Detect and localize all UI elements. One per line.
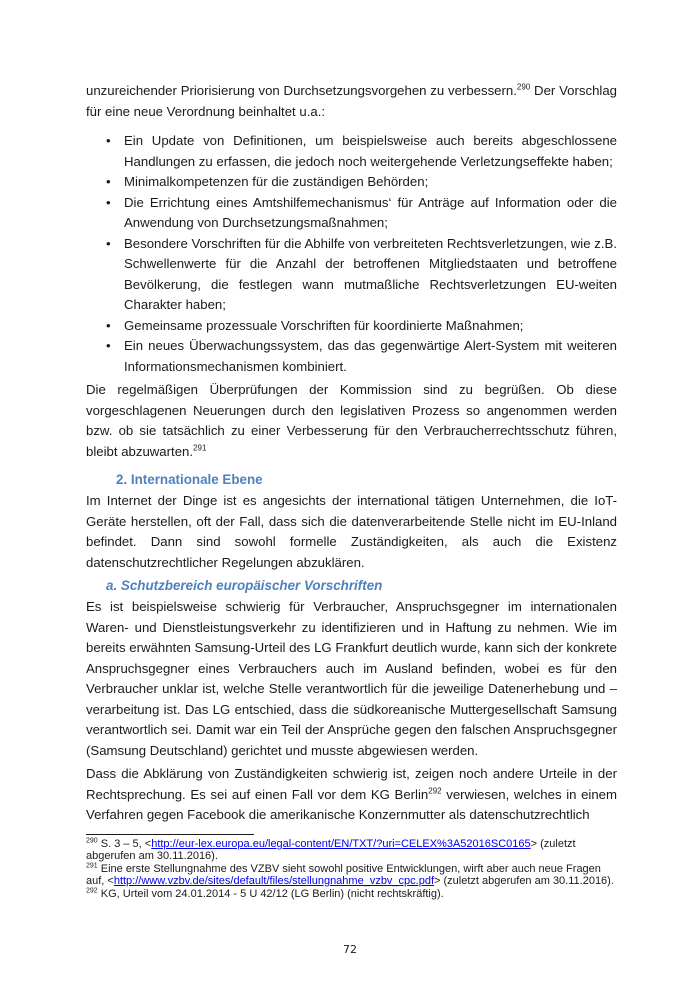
subsection-heading-scope: a. Schutzbereich europäischer Vorschriften [106,578,383,593]
intro-paragraph [86,81,617,122]
proposal-bullet-list [86,131,617,377]
footnote-ref-292[interactable]: 292 [428,786,442,796]
bullet-icon: • [106,194,111,210]
page-number: 72 [343,943,357,956]
footnote-292: $^{292}$ KG, Urteil vom 24.01.2014 - 5 U 42/12 (LG Berlin) (nicht rechtskräftig). [86,887,444,900]
vzbv-statement-link[interactable]: http://www.vzbv.de/sites/default/files/stellungnahme_vzbv_cpc.pdf [113,875,435,887]
bullet-icon: • [106,235,111,251]
list-item: • Minimalkompetenzen für die zuständigen Behörden; [86,172,617,193]
footnote-291: $^{291}$ Eine erste Stellungnahme des VZBV sieht sowohl positive Entwicklungen, wirft aber auch neue Fragen auf, <http://www.vzbv.de/sites/default/files/stellungnahme_vzbv_cpc.pdf> (zuletzt abgerufen am 30.11.2016). [86,862,614,887]
section-heading-international: 2. Internationale Ebene [116,472,263,487]
list-item: • Die Errichtung eines Amtshilfemechanismus‘ für Anträge auf Information oder die Anwendung von Durchsetzungsmaßnahmen; [106,194,617,230]
bullet-icon: • [106,174,111,189]
intro-text: unzureichender Priorisierung von Durchsetzungsvorgehen zu verbessern. [86,83,517,98]
footnotes [86,838,617,901]
list-item: • Ein neues Überwachungssystem, das das gegenwärtige Alert-System mit weiteren Informationsmechanismen kombiniert. [106,338,617,374]
bullet-icon: • [106,338,111,353]
intro-text-end: Der Vorschlag für eine neue Verordnung beinhaltet u.a.: [86,83,617,119]
list-item: • Ein Update von Definitionen, um beispielsweise auch bereits abgeschlossene Handlungen zu erfassen, die jedoch noch weitergehende Verletzungseffekte haben; [106,133,617,169]
footnote-separator [86,834,254,835]
review-paragraph: Die regelmäßigen Überprüfungen der Kommission sind zu begrüßen. Ob diese vorgeschlagenen Neuerungen durch den legislativen Prozess so angenommen werden bzw. ob sie tatsächlich zu einer Verbesserung für den Verbraucherrechtsschutz führen, bleibt abzuwarten.$^{291}$ [86,382,617,459]
footnote-290: $^{290}$ S. 3 – 5, <http://eur-lex.europa.eu/legal-content/EN/TXT/?uri=CELEX%3A52016SC0165> (zuletzt abgerufen am 30.11.2016). [86,837,576,862]
international-paragraph: Im Internet der Dinge ist es angesichts der international tätigen Unternehmen, die IoT-Geräte herstellen, oft der Fall, dass sich die datenverarbeitende Stelle nicht im EU-Inland befindet. Dann sind sowohl formelle Zuständigkeiten, als auch die Existenz datenschutzrechtlicher Regelungen abzuklären. [86,493,617,570]
list-item: • Besondere Vorschriften für die Abhilfe von verbreiteten Rechtsverletzungen, wie z.B. Schwellenwerte für die Anzahl der betroffenen Mitgliedstaaten und betroffene Bevölkerung, die festlegen wann mutmaßliche Rechtsverletzungen EU-weiten Charakter haben; [106,235,617,312]
bullet-icon: • [106,317,111,333]
eur-lex-link[interactable]: http://eur-lex.europa.eu/legal-content/EN/TXT/?uri=CELEX%3A52016SC0165 [151,838,531,850]
jurisdiction-paragraph: Dass die Abklärung von Zuständigkeiten schwierig ist, zeigen noch andere Urteile in der Rechtsprechung. Es sei auf einen Fall vor dem KG Berlin$^{292}$ verwiesen, welches in einem Verfahren gegen Facebook die amerikanische Konzernmutter als datenschutzrechtlich [86,766,618,822]
footnote-ref-291[interactable]: 291 [193,443,207,453]
footnote-ref-290[interactable]: 290 [516,82,531,92]
scope-paragraph: Es ist beispielsweise schwierig für Verbraucher, Anspruchsgegner im internationalen Waren- und Dienstleistungsverkehr zu identifizieren und in Haftung zu nehmen. Wie im bereits erwähnten Samsung-Urteil des LG Frankfurt deutlich wurde, kann sich der konkrete Anspruchsgegner eines Verbrauchers auch im Ausland befinden, wobei es für den Verbraucher unklar ist, welche Stelle verantwortlich für die jeweilige Datenerhebung und –verarbeitung ist. Das LG entschied, dass die südkoreanische Muttergesellschaft Samsung verantwortlich sei. Damit war ein Teil der Ansprüche gegen den falschen Anspruchsgegner (Samsung Deutschland) gerichtet und musste abgewiesen werden. [86,599,617,758]
list-item: • Gemeinsame prozessuale Vorschriften für koordinierte Maßnahmen; [86,316,617,337]
bullet-icon: • [106,133,111,148]
